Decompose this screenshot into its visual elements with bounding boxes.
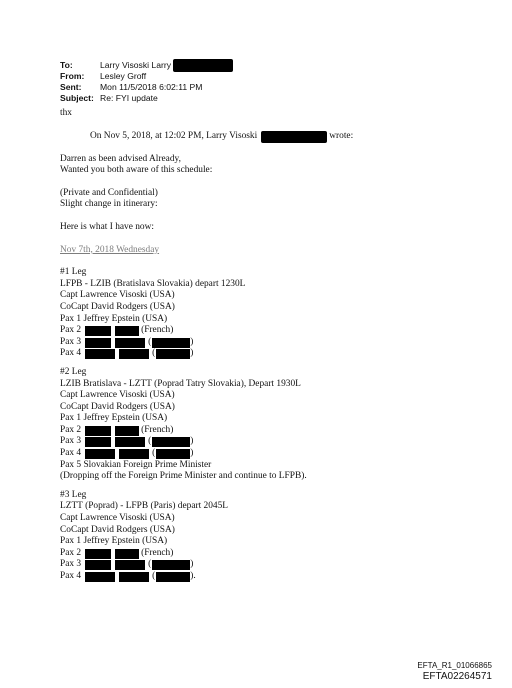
email-body [60, 108, 460, 583]
leg-route: LZIB Bratislava - LZTT (Poprad Tatry Slovakia), Depart 1930L [60, 378, 301, 389]
pax-row: Pax 3 ( ) [60, 559, 194, 570]
redaction-block [85, 326, 111, 336]
leg-copilot: CoCapt David Rodgers (USA) [60, 301, 175, 312]
quote-intro-b: wrote: [329, 130, 354, 141]
redaction-block [115, 560, 145, 570]
leg-title: #2 Leg [60, 366, 87, 377]
subject-value: Re: FYI update [100, 93, 158, 103]
leg-pax5: Pax 5 Slovakian Foreign Prime Minister [60, 459, 212, 470]
redaction-block [85, 560, 111, 570]
from-label: From: [60, 71, 85, 81]
sent-label: Sent: [60, 82, 82, 92]
to-row [60, 60, 233, 71]
redaction-block [85, 338, 111, 348]
redaction-block [156, 572, 190, 582]
pax-row: Pax 2 (French) [60, 424, 174, 435]
redaction-block [152, 437, 190, 447]
leg-captain: Capt Lawrence Visoski (USA) [60, 390, 175, 401]
pax-row: Pax 2 (French) [60, 547, 174, 558]
body-line: Wanted you both aware of this schedule: [60, 165, 213, 176]
leg-captain: Capt Lawrence Visoski (USA) [60, 290, 175, 301]
document-footer [417, 660, 492, 682]
leg-title: #3 Leg [60, 489, 87, 500]
leg-pax1: Pax 1 Jeffrey Epstein (USA) [60, 536, 168, 547]
redaction-block [152, 338, 190, 348]
body-line: Darren as been advised Already, [60, 153, 181, 164]
redaction-block [119, 449, 149, 459]
leg-title: #1 Leg [60, 267, 87, 278]
sent-row [60, 82, 233, 93]
redaction-block [115, 326, 139, 336]
pax-row: Pax 4 ( ) [60, 348, 194, 359]
leg-route: LZTT (Poprad) - LFPB (Paris) depart 2045L [60, 501, 229, 512]
redaction-block [156, 449, 190, 459]
from-row [60, 71, 233, 82]
redaction-block [152, 560, 190, 570]
subject-label: Subject: [60, 93, 94, 103]
leg-copilot: CoCapt David Rodgers (USA) [60, 524, 175, 535]
to-value: Larry Visoski Larry [100, 60, 171, 70]
quote-intro [60, 131, 460, 143]
quote-intro-a: On Nov 5, 2018, at 12:02 PM, Larry Visoski [90, 130, 258, 141]
bates-number-r1: EFTA_R1_01066865 [417, 661, 492, 670]
redaction-block [85, 449, 115, 459]
pax-row: Pax 3 ( ) [60, 436, 194, 447]
redaction-block [173, 59, 233, 72]
leg-pax1: Pax 1 Jeffrey Epstein (USA) [60, 413, 168, 424]
date-link[interactable]: Nov 7th, 2018 Wednesday [60, 244, 160, 255]
leg-block [60, 490, 460, 583]
email-header [60, 60, 233, 104]
pax-row: Pax 3 ( ) [60, 336, 194, 347]
leg-pax1: Pax 1 Jeffrey Epstein (USA) [60, 313, 168, 324]
body-line: (Private and Confidential) [60, 187, 158, 198]
leg-block [60, 267, 460, 360]
leg-note: (Dropping off the Foreign Prime Minister and continue to LFPB). [60, 471, 307, 482]
pax-row: Pax 4 ( ) [60, 448, 194, 459]
redaction-block [85, 572, 115, 582]
redaction-block [115, 338, 145, 348]
reply-text: thx [60, 108, 72, 118]
redaction-block [85, 426, 111, 436]
pax-row: Pax 4 ( ). [60, 571, 196, 581]
pax-row: Pax 2 (French) [60, 325, 174, 336]
redaction-block [85, 349, 115, 359]
redaction-block [85, 549, 111, 559]
body-line: Slight change in itinerary: [60, 199, 158, 210]
redaction-block [119, 572, 149, 582]
bates-number: EFTA02264571 [422, 671, 492, 682]
leg-copilot: CoCapt David Rodgers (USA) [60, 401, 175, 412]
to-label: To: [60, 60, 73, 70]
body-line: Here is what I have now: [60, 221, 154, 232]
redaction-block [156, 349, 190, 359]
redaction-block [115, 549, 139, 559]
redaction-block [261, 131, 327, 143]
redaction-block [119, 349, 149, 359]
redaction-block [115, 426, 139, 436]
from-value: Lesley Groff [100, 71, 147, 81]
subject-row [60, 93, 233, 104]
leg-captain: Capt Lawrence Visoski (USA) [60, 513, 175, 524]
sent-value: Mon 11/5/2018 6:02:11 PM [100, 82, 203, 92]
leg-block [60, 367, 460, 483]
redaction-block [85, 437, 111, 447]
leg-route: LFPB - LZIB (Bratislava Slovakia) depart 1230L [60, 278, 246, 289]
redaction-block [115, 437, 145, 447]
